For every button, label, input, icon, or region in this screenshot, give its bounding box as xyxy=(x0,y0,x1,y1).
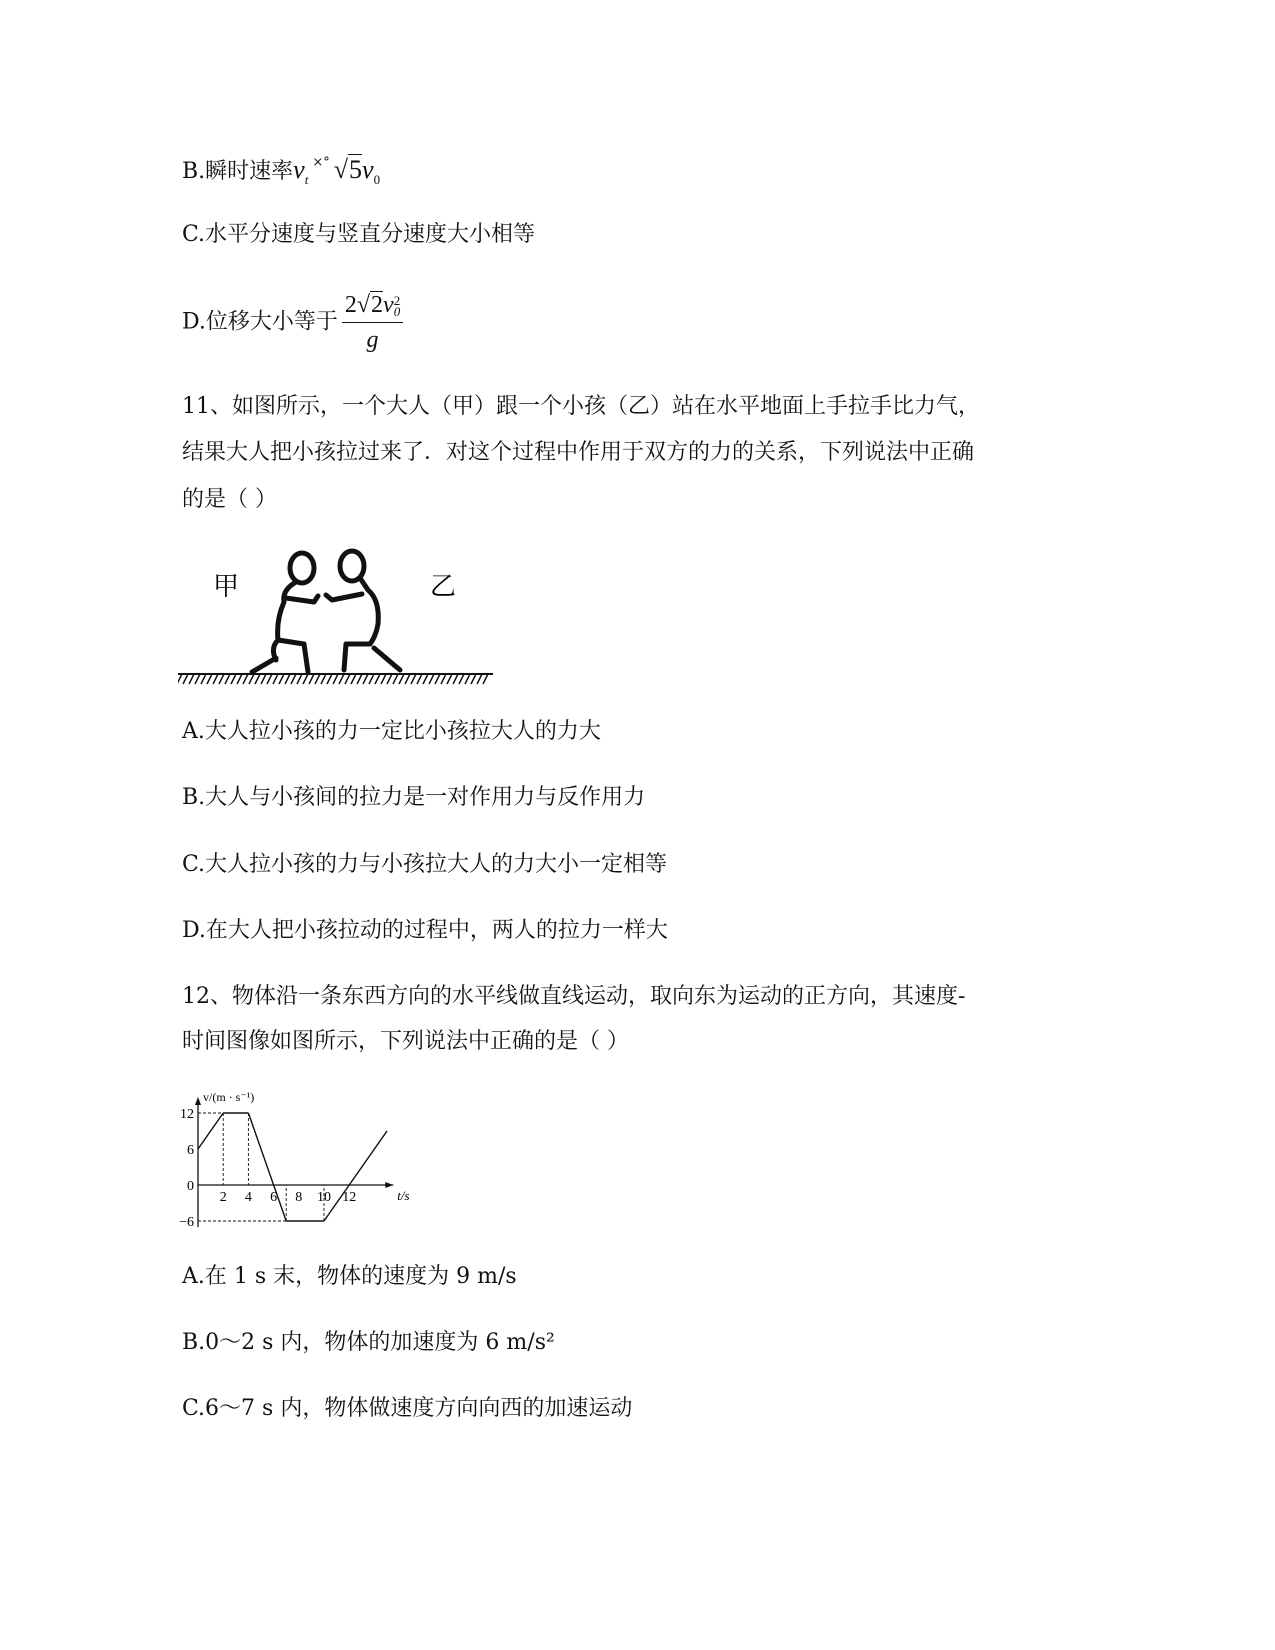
y-tick-label: −6 xyxy=(179,1215,194,1230)
series-segment xyxy=(198,1113,223,1149)
q10-option-d-fraction: 2√2v 2 0 g xyxy=(342,290,403,355)
hatch-mark xyxy=(345,674,350,684)
q11-option-a: A.大人拉小孩的力一定比小孩拉大人的力大 xyxy=(182,719,601,744)
hatch-mark xyxy=(357,674,362,684)
q11-option-d: D.在大人把小孩拉动的过程中，两人的拉力一样大 xyxy=(182,918,668,943)
hatch-mark xyxy=(261,674,266,684)
hatch-mark xyxy=(195,674,200,684)
hatch-mark xyxy=(255,674,260,684)
hatch-mark xyxy=(189,674,194,684)
hatch-mark xyxy=(309,674,314,684)
hatch-mark xyxy=(249,674,254,684)
q11-stem-line2: 结果大人把小孩拉过来了．对这个过程中作用于双方的力的关系，下列说法中正确 xyxy=(182,440,975,465)
hatch-mark xyxy=(315,674,320,684)
hatch-mark xyxy=(231,674,236,684)
q10-option-b-text: B.瞬时速率 xyxy=(182,159,294,184)
hatch-mark xyxy=(381,674,386,684)
y-axis-label: v/(m · s⁻¹) xyxy=(203,1090,255,1104)
q12-option-c: C.6～7 s 内，物体做速度方向向西的加速运动 xyxy=(182,1396,633,1421)
figure-label-left: 甲 xyxy=(213,572,240,601)
hatch-mark xyxy=(387,674,392,684)
vt-labels xyxy=(179,1090,410,1230)
hatch-mark xyxy=(291,674,296,684)
x-axis-label: t/s xyxy=(397,1188,410,1203)
child-figure xyxy=(326,551,400,670)
hatch-mark xyxy=(423,674,428,684)
hatch-mark xyxy=(375,674,380,684)
series-segment xyxy=(248,1113,273,1185)
hatch-mark xyxy=(483,674,488,684)
q12-stem-line1: 12、物体沿一条东西方向的水平线做直线运动，取向东为运动的正方向，其速度- xyxy=(182,984,966,1009)
adult-figure xyxy=(252,553,318,672)
hatch-mark xyxy=(369,674,374,684)
hatch-mark xyxy=(267,674,272,684)
hatch-mark xyxy=(297,674,302,684)
hatch-mark xyxy=(178,674,182,684)
vt-guides xyxy=(198,1113,324,1221)
q10-option-d-text: D.位移大小等于 xyxy=(182,309,338,335)
x-tick-label: 2 xyxy=(219,1190,227,1205)
q11-stem-line3: 的是（ ） xyxy=(182,487,277,512)
y-tick-label: 0 xyxy=(187,1179,194,1194)
hatch-mark xyxy=(219,674,224,684)
vt-axes xyxy=(195,1097,393,1227)
y-tick-label: 6 xyxy=(187,1143,194,1158)
hatch-mark xyxy=(183,674,188,684)
hatch-mark xyxy=(447,674,452,684)
hatch-mark xyxy=(477,674,482,684)
hatch-mark xyxy=(279,674,284,684)
x-tick-label: 8 xyxy=(295,1190,303,1205)
y-tick-label: 12 xyxy=(180,1107,194,1122)
hatch-mark xyxy=(201,674,206,684)
hatch-mark xyxy=(405,674,410,684)
hatch-mark xyxy=(243,674,248,684)
hatch-mark xyxy=(339,674,344,684)
hatch-mark xyxy=(471,674,476,684)
x-axis-arrow xyxy=(385,1182,393,1188)
hatch-mark xyxy=(429,674,434,684)
hatch-mark xyxy=(465,674,470,684)
q12-option-a: A.在 1 s 末，物体的速度为 9 m/s xyxy=(182,1264,517,1289)
y-axis-arrow xyxy=(195,1097,201,1105)
q10-option-c: C.水平分速度与竖直分速度大小相等 xyxy=(182,222,536,247)
hatch-mark xyxy=(459,674,464,684)
hatch-mark xyxy=(273,674,278,684)
tug-figure xyxy=(178,540,498,690)
x-tick-label: 10 xyxy=(317,1190,331,1205)
q11-option-b: B.大人与小孩间的拉力是一对作用力与反作用力 xyxy=(182,785,646,810)
x-tick-label: 12 xyxy=(342,1190,357,1205)
q11-option-c: C.大人拉小孩的力与小孩拉大人的力大小一定相等 xyxy=(182,852,668,877)
x-tick-label: 4 xyxy=(244,1190,252,1205)
ground-hatching xyxy=(178,674,488,684)
q11-stem-line1: 11、如图所示，一个大人（甲）跟一个小孩（乙）站在水平地面上手拉手比力气， xyxy=(182,394,980,419)
q10-option-b-noise: ×° xyxy=(312,155,330,170)
hatch-mark xyxy=(321,674,326,684)
hatch-mark xyxy=(393,674,398,684)
hatch-mark xyxy=(363,674,368,684)
q10-option-b-vt: $v_t$ xyxy=(293,155,309,187)
hatch-mark xyxy=(435,674,440,684)
q12-option-b: B.0～2 s 内，物体的加速度为 6 m/s² xyxy=(182,1330,555,1355)
hatch-mark xyxy=(453,674,458,684)
hatch-mark xyxy=(417,674,422,684)
hatch-mark xyxy=(327,674,332,684)
hatch-mark xyxy=(441,674,446,684)
q10-option-b xyxy=(182,148,380,195)
hatch-mark xyxy=(213,674,218,684)
q12-stem-line2: 时间图像如图所示，下列说法中正确的是（ ） xyxy=(182,1029,629,1054)
hatch-mark xyxy=(225,674,230,684)
x-tick-label: 6 xyxy=(270,1190,278,1205)
hatch-mark xyxy=(351,674,356,684)
hatch-mark xyxy=(207,674,212,684)
series-segment xyxy=(349,1131,387,1185)
hatch-mark xyxy=(303,674,308,684)
hatch-mark xyxy=(411,674,416,684)
q10-option-b-sqrt: $√5v_0$ xyxy=(333,155,381,187)
hatch-mark xyxy=(399,674,404,684)
q10-option-d xyxy=(182,290,403,355)
hatch-mark xyxy=(237,674,242,684)
vt-chart xyxy=(172,1085,432,1235)
figure-label-right: 乙 xyxy=(430,572,457,601)
hatch-mark xyxy=(285,674,290,684)
hatch-mark xyxy=(333,674,338,684)
